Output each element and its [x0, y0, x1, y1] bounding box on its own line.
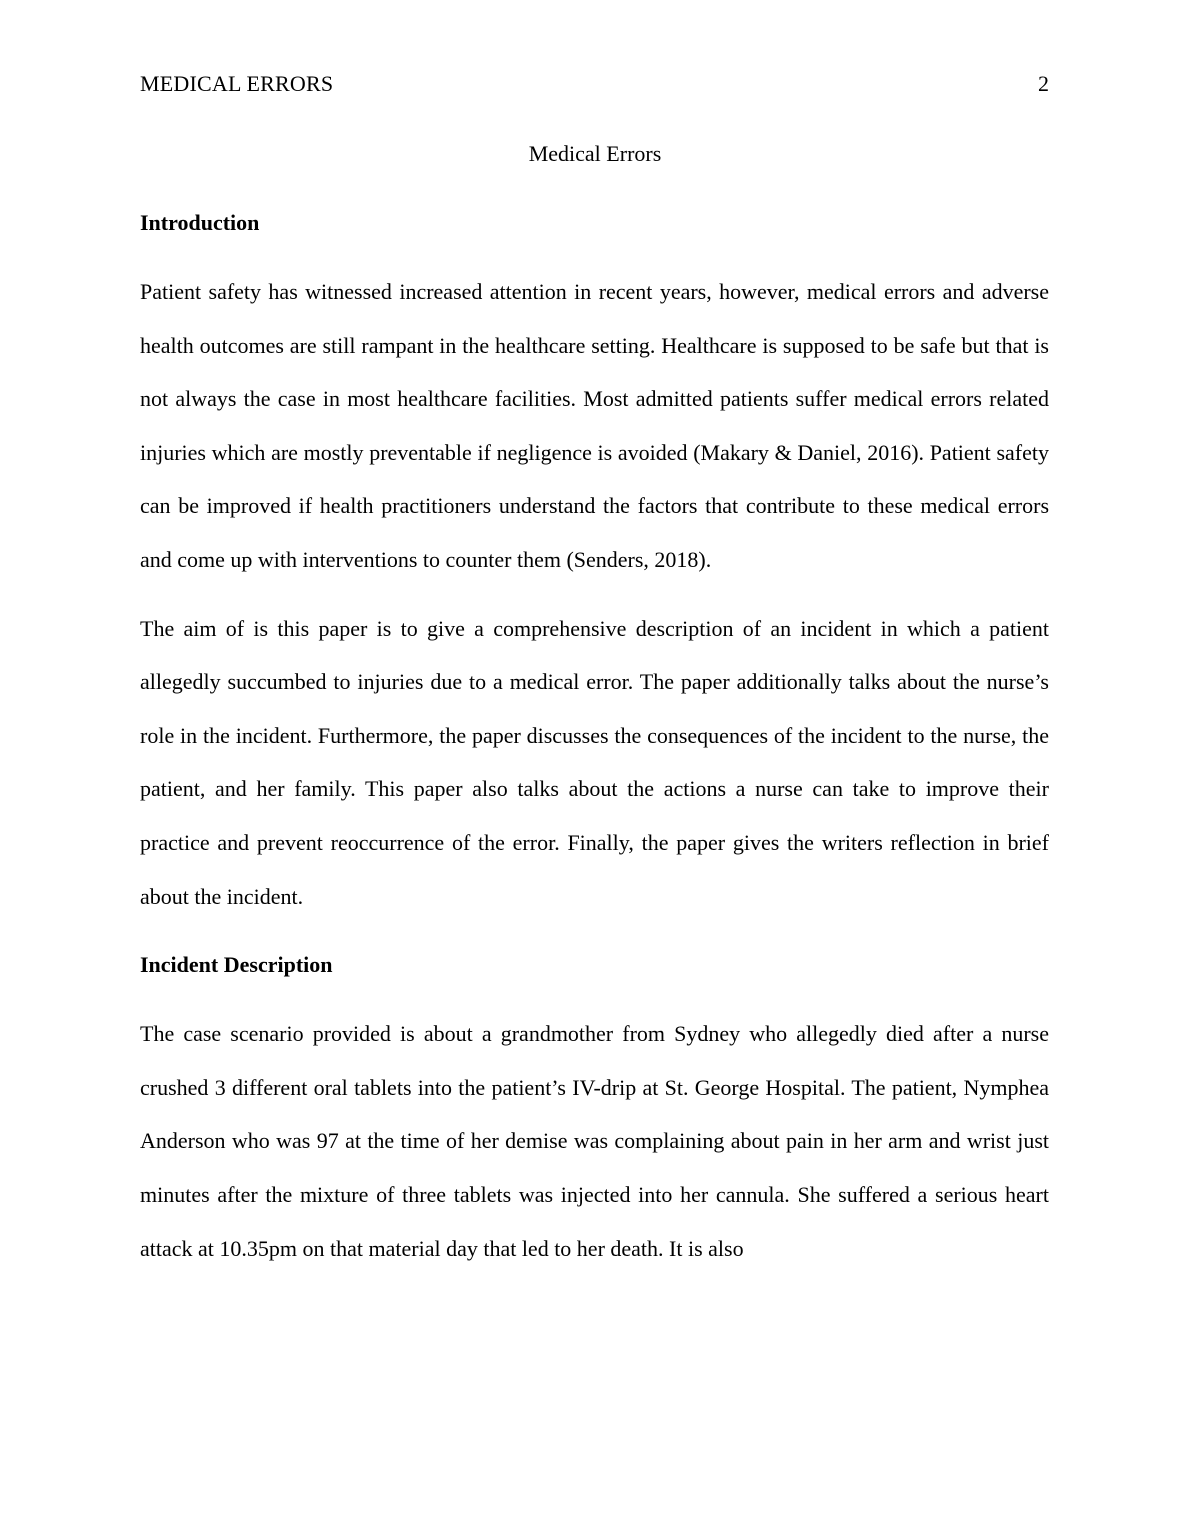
document-title: Medical Errors	[528, 141, 662, 166]
section-heading-introduction: Introduction	[140, 210, 260, 235]
paragraph: The aim of is this paper is to give a comprehensive description of an incident in which a patient allegedly succumbed to injuries due to a medical error. The paper additionally talks about the nurse’s role in the incident. Furthermore, the paper discusses the consequences of the incident to the nurse, the patient, and her family. This paper also talks about the actions a nurse can take to improve their practice and prevent reoccurrence of the error. Finally, the paper gives the writers reflection in brief about the incident.	[140, 615, 1049, 909]
page-number: 2	[1038, 71, 1049, 96]
paragraph: Patient safety has witnessed increased attention in recent years, however, medical errors and adverse health outcomes are still rampant in the healthcare setting. Healthcare is supposed to be safe but that is not always the case in most healthcare facilities. Most admitted patients suffer medical errors related injuries which are mostly preventable if negligence is avoided (Makary & Daniel, 2016). Patient safety can be improved if health practitioners understand the factors that contribute to these medical errors and come up with interventions to counter them (Senders, 2018).	[140, 279, 1049, 572]
document-body	[140, 196, 1049, 1290]
paragraph: The case scenario provided is about a grandmother from Sydney who allegedly died after a nurse crushed 3 different oral tablets into the patient’s IV-drip at St. George Hospital. The patient, Nymphea Anderson who was 97 at the time of her demise was complaining about pain in her arm and wrist just minutes after the mixture of three tablets was injected into her cannula. She suffered a serious heart attack at 10.35pm on that material day that led to her death. It is also	[140, 1021, 1049, 1261]
section-heading-incident-description: Incident Description	[140, 952, 333, 978]
running-head: MEDICAL ERRORS	[140, 71, 334, 96]
